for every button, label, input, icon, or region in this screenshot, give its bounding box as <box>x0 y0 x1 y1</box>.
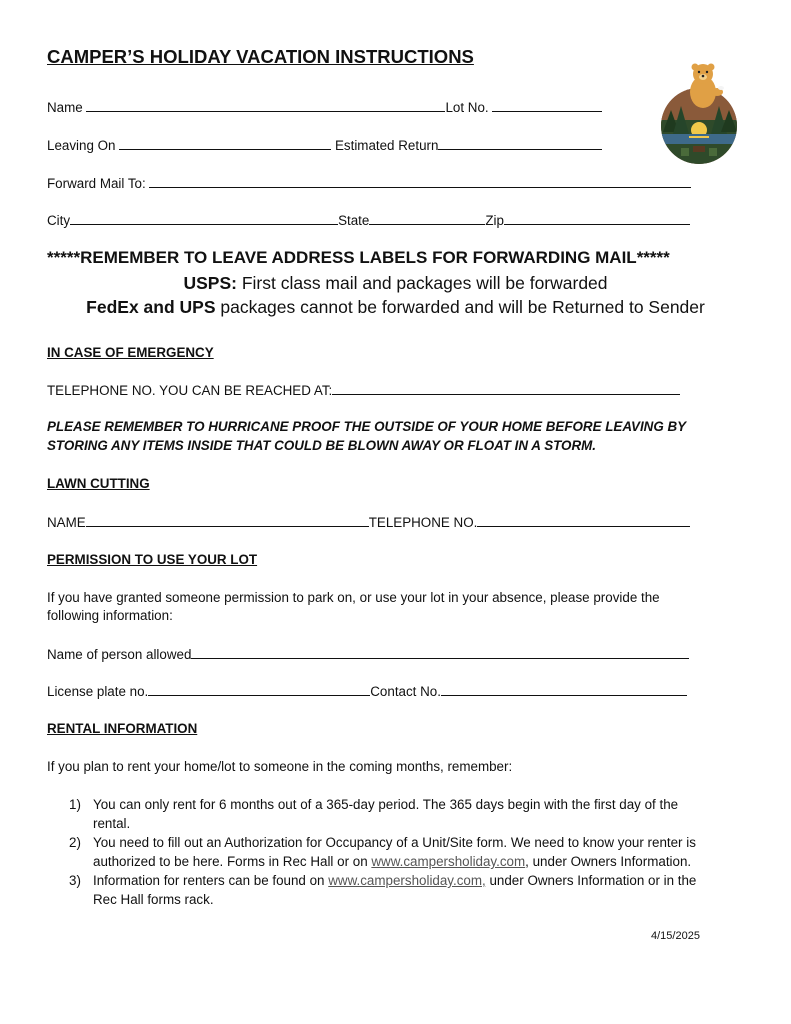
lawn-telephone-label: TELEPHONE NO. <box>368 515 478 530</box>
leaving-on-field[interactable] <box>119 137 331 150</box>
city-field[interactable] <box>70 212 338 225</box>
website-link[interactable]: www.campersholiday.com <box>371 854 526 869</box>
forward-mail-row <box>47 175 691 191</box>
list-number: 2) <box>69 835 81 850</box>
lot-no-field[interactable] <box>492 99 602 112</box>
list-item-text: , under Owners Information. <box>525 854 692 869</box>
page-title: CAMPER’S HOLIDAY VACATION INSTRUCTIONS <box>47 46 474 67</box>
city-row <box>47 212 690 228</box>
fedex-text: packages cannot be forwarded and will be Returned to Sender <box>215 297 705 317</box>
rental-intro: If you plan to rent your home/lot to someone in the coming months, remember: <box>47 759 513 774</box>
lawn-name-label: NAME <box>47 515 86 530</box>
reminder-line: *****REMEMBER TO LEAVE ADDRESS LABELS FOR FORWARDING MAIL***** <box>47 248 670 267</box>
plate-label: License plate no. <box>47 684 149 699</box>
list-item-text: under Owners Information or in the <box>485 873 697 888</box>
list-item <box>47 795 747 833</box>
lawn-telephone-field[interactable] <box>477 514 690 527</box>
list-number: 3) <box>69 873 81 888</box>
list-item-line: Rec Hall forms rack. <box>93 892 214 907</box>
contact-label: Contact No. <box>370 684 441 699</box>
hurricane-line-1: PLEASE REMEMBER TO HURRICANE PROOF THE OUTSIDE OF YOUR HOME BEFORE LEAVING BY <box>47 419 687 434</box>
usps-line <box>0 273 791 294</box>
list-item-line: You need to fill out an Authorization for Occupancy of a Unit/Site form. We need to know your renter is <box>93 835 696 850</box>
estimated-return-label: Estimated Return <box>334 138 439 153</box>
person-label: Name of person allowed <box>47 647 192 662</box>
lawn-row <box>47 514 690 530</box>
website-link[interactable]: www.campersholiday.com, <box>328 873 486 888</box>
plate-field[interactable] <box>148 683 370 696</box>
list-item-line <box>93 871 747 890</box>
rental-list <box>47 795 747 909</box>
list-item-line <box>93 852 747 871</box>
list-item-line: You can only rent for 6 months out of a 365-day period. The 365 days begin with the first day of the <box>93 797 679 812</box>
person-field[interactable] <box>191 646 689 659</box>
emergency-telephone-field[interactable] <box>332 382 680 395</box>
name-field[interactable] <box>86 99 445 112</box>
permission-text-1: If you have granted someone permission to park on, or use your lot in your absence, please provide the <box>47 590 660 605</box>
lawn-name-field[interactable] <box>86 514 369 527</box>
forward-mail-label: Forward Mail To: <box>47 176 146 191</box>
forward-mail-field[interactable] <box>149 175 691 188</box>
bear-campground-logo-icon <box>659 62 739 166</box>
estimated-return-field[interactable] <box>438 137 602 150</box>
list-item <box>47 833 747 871</box>
contact-field[interactable] <box>441 683 687 696</box>
plate-row <box>47 683 687 699</box>
emergency-heading: IN CASE OF EMERGENCY <box>47 345 214 360</box>
list-item-line: rental. <box>93 816 131 831</box>
emergency-telephone-label: TELEPHONE NO. YOU CAN BE REACHED AT: <box>47 383 333 398</box>
person-row <box>47 646 689 662</box>
permission-heading: PERMISSION TO USE YOUR LOT <box>47 552 258 567</box>
list-item-text: Information for renters can be found on <box>93 873 329 888</box>
list-item <box>47 871 747 909</box>
permission-text-2: following information: <box>47 608 173 623</box>
leaving-row <box>47 137 602 153</box>
document-date: 4/15/2025 <box>651 930 700 942</box>
emergency-row <box>47 382 680 398</box>
fedex-line <box>0 297 791 318</box>
usps-text: First class mail and packages will be forwarded <box>236 273 608 293</box>
name-row <box>47 99 602 115</box>
state-label: State <box>338 213 370 228</box>
state-field[interactable] <box>369 212 485 225</box>
city-label: City <box>47 213 71 228</box>
list-item-text: authorized to be here. Forms in Rec Hall or on <box>93 854 372 869</box>
name-label: Name <box>47 100 83 115</box>
fedex-label: FedEx and UPS <box>86 297 216 317</box>
hurricane-line-2: STORING ANY ITEMS INSIDE THAT COULD BE BLOWN AWAY OR FLOAT IN A STORM. <box>47 438 597 453</box>
zip-field[interactable] <box>504 212 690 225</box>
list-number: 1) <box>69 797 81 812</box>
usps-label: USPS: <box>183 273 237 293</box>
leaving-on-label: Leaving On <box>47 138 116 153</box>
zip-label: Zip <box>485 213 504 228</box>
lot-no-label: Lot No. <box>445 100 489 115</box>
lawn-heading: LAWN CUTTING <box>47 476 150 491</box>
rental-heading: RENTAL INFORMATION <box>47 721 198 736</box>
